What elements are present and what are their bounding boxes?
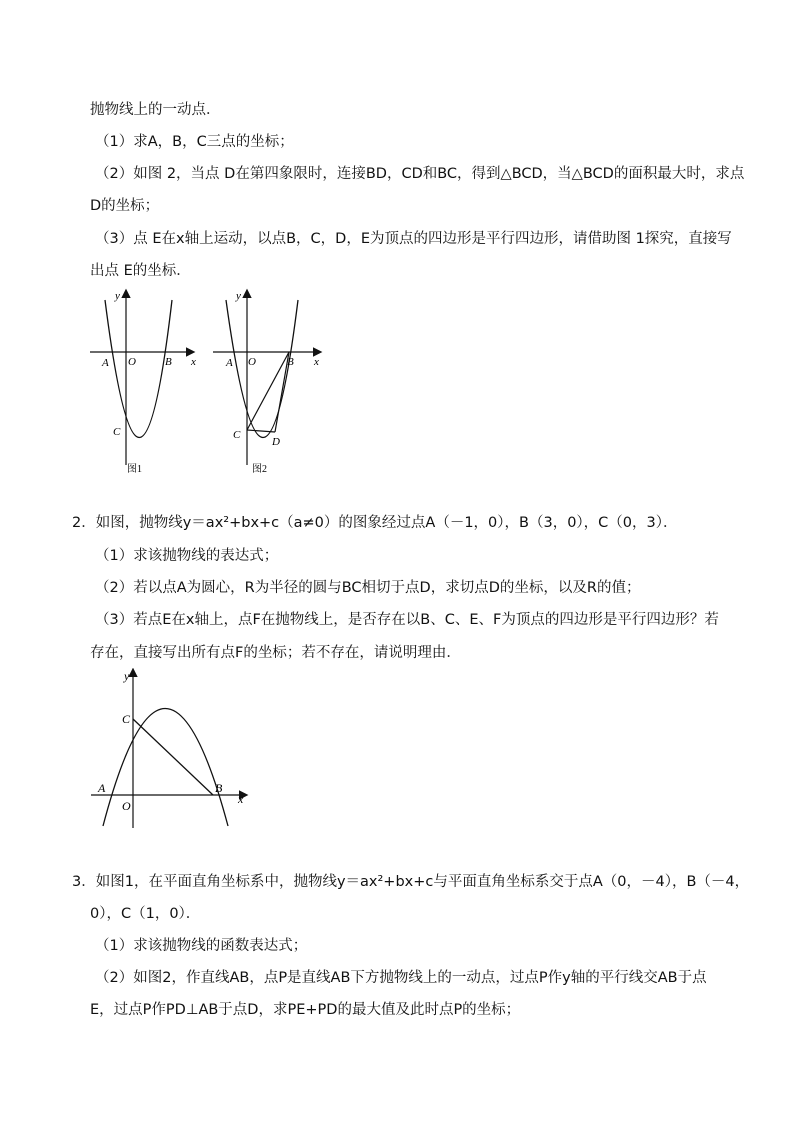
p1-question-2-line-2: D的坐标； [90,198,160,214]
fig2-x-label: x [314,356,319,368]
fig2-label-a: A [226,357,233,369]
p1-question-3-line-2: 出点 E的坐标． [90,263,191,279]
fig2-label-o: O [248,356,256,368]
p3-question-1: （1）求该抛物线的函数表达式； [95,938,308,954]
p1-question-1: （1）求A，B，C三点的坐标； [95,134,294,150]
p3-heading-line-2: 0），C（1，0）． [90,906,201,922]
p2-label-o: O [122,799,131,813]
p3-heading-line-1: 3．如图1，在平面直角坐标系中，抛物线y＝ax²+bx+c与平面直角坐标系交于点A（0，－4），B（－4， [72,874,750,890]
figure-problem-2 [88,668,258,833]
p2-y-label: y [124,669,130,683]
figure-2 [208,285,328,475]
fig1-y-label: y [115,290,120,302]
p1-question-2-line-1: （2）如图 2，当点 D在第四象限时，连接BD，CD和BC，得到△BCD，当△BCD的面积最大时，求点 [95,166,745,182]
p2-segment-cb [133,719,213,795]
fig2-label-b: B [287,356,294,368]
p3-question-2-line-1: （2）如图2，作直线AB，点P是直线AB下方抛物线上的一动点，过点P作y轴的平行线交AB于点 [95,970,707,986]
fig2-label-d: D [272,436,280,448]
fig1-label-a: A [102,357,109,369]
fig1-label-b: B [165,356,172,368]
p2-x-label: x [238,792,244,806]
fig2-label-c: C [233,429,241,441]
fig1-caption: 图1 [127,464,142,475]
p2-heading: 2．如图，抛物线y＝ax²+bx+c（a≠0）的图象经过点A（－1，0），B（3，0），C（0，3）． [72,515,678,531]
fig1-label-c: C [113,426,121,438]
p2-question-1: （1）求该抛物线的表达式； [95,548,279,564]
p1-intro: 抛物线上的一动点． [90,102,221,118]
fig2-caption: 图2 [252,464,267,475]
p2-label-a: A [98,781,106,795]
fig1-x-label: x [191,356,196,368]
p1-question-3-line-1: （3）点 E在x轴上运动，以点B，C，D，E为顶点的四边形是平行四边形，请借助图 1探究，直接写 [95,231,732,247]
fig2-y-label: y [236,290,241,302]
p3-question-2-line-2: E，过点P作PD⊥AB于点D，求PE+PD的最大值及此时点P的坐标； [90,1002,521,1018]
fig1-label-o: O [128,356,136,368]
p2-question-3-line-2: 存在，直接写出所有点F的坐标；若不存在，请说明理由． [90,645,461,661]
p2-question-2: （2）若以点A为圆心，R为半径的圆与BC相切于点D，求切点D的坐标，以及R的值； [95,580,641,596]
figure-1 [85,285,205,475]
p2-label-c: C [122,712,131,726]
fig2-parabola [226,300,298,438]
fig1-parabola [105,300,172,438]
p2-label-b: B [215,781,223,795]
p2-question-3-line-1: （3）若点E在x轴上，点F在抛物线上，是否存在以B、C、E、F为顶点的四边形是平行四边形？若 [95,612,719,628]
